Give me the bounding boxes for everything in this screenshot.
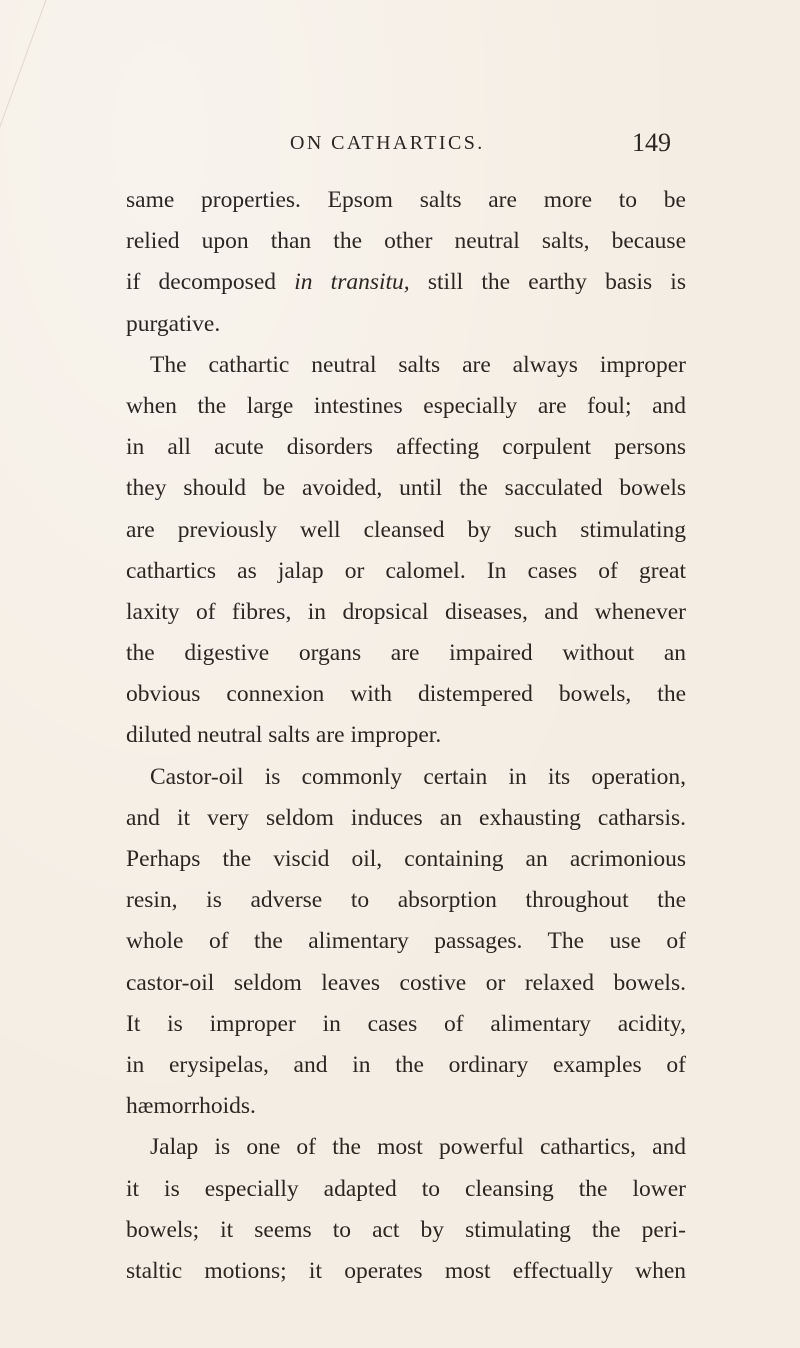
text-line: Perhaps the viscid oil, containing an acrimonious [126,846,686,872]
text-line: Castor-oil is commonly certain in its operation, [150,763,686,790]
text-line [126,262,686,303]
text-line: the digestive organs are impaired without an [126,640,686,667]
page-header [0,128,800,168]
text-line: cathartics as jalap or calomel. In cases of great [126,557,686,584]
text-line: they should be avoided, until the sacculated bowels [126,475,686,502]
text-line: when the large intestines especially are foul; and [126,392,686,419]
text-line: are previously well cleansed by such stimulating [126,516,686,543]
text-line: hæmorrhoids. [126,1093,256,1120]
page-crease-mark [0,0,106,140]
text-line: same properties. Epsom salts are more to be [126,187,686,213]
text-line: diluted neutral salts are improper. [126,722,442,749]
body-text [126,180,686,1292]
text-line: resin, is adverse to absorption throughout the [126,887,686,914]
page-number: 149 [632,128,671,157]
text-line: Jalap is one of the most powerful cathartics, and [150,1134,686,1161]
running-head: ON CATHARTICS. [290,132,485,154]
text-line: purgative. [126,310,221,337]
text-line: laxity of fibres, in dropsical diseases, and whenever [126,598,686,625]
text-line: whole of the alimentary passages. The use of [126,928,686,955]
text-line: The cathartic neutral salts are always improper [150,351,686,378]
text-line: obvious connexion with distempered bowels, the [126,681,686,708]
text-line: staltic motions; it operates most effectually when [126,1257,686,1284]
text-line: in all acute disorders affecting corpulent persons [126,434,686,461]
text-line: it is especially adapted to cleansing the lower [126,1175,686,1202]
text-line: It is improper in cases of alimentary acidity, [126,1010,686,1037]
text-fragment: if decomposed [126,269,295,296]
text-fragment: still the earthy basis is [409,269,686,296]
italic-phrase: in transitu, [294,269,410,296]
text-line: relied upon than the other neutral salts, because [126,228,686,255]
text-line: in erysipelas, and in the ordinary examples of [126,1051,686,1078]
text-line: and it very seldom induces an exhausting catharsis. [126,804,686,831]
text-line: castor-oil seldom leaves costive or relaxed bowels. [126,969,686,996]
text-line: bowels; it seems to act by stimulating the peri- [126,1216,686,1243]
